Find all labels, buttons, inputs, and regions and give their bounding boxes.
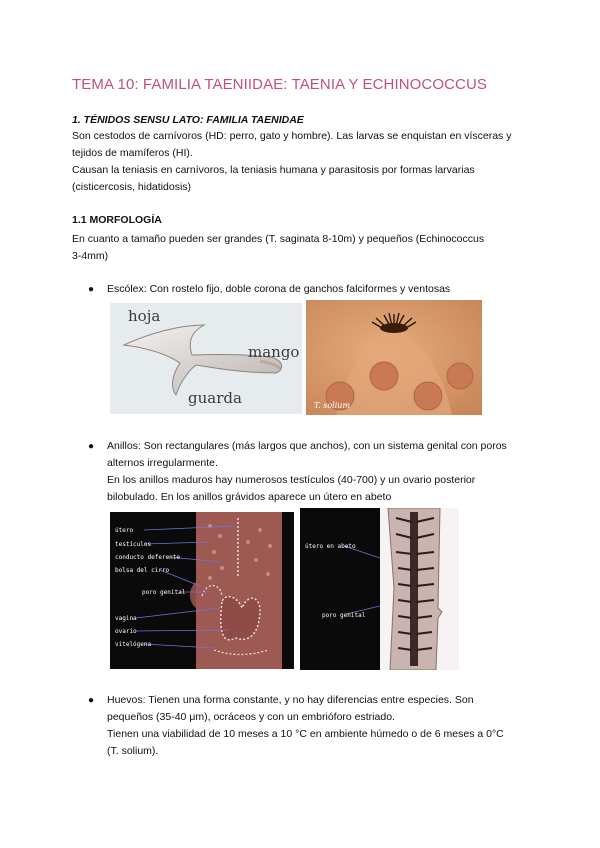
- bullet-icon: ●: [88, 284, 95, 295]
- gravid-proglottid-drawing: [380, 508, 459, 670]
- figure-label: vitelógena: [115, 641, 152, 648]
- figure-label: bolsa del cirro: [115, 567, 170, 574]
- figure-label: ovario: [115, 628, 137, 635]
- figure-label: conducto deferente: [115, 554, 181, 561]
- page-title: TEMA 10: FAMILIA TAENIIDAE: TAENIA Y ECHINOCOCCUS: [72, 76, 488, 93]
- section-1-paragraph: [72, 128, 532, 196]
- bullet-icon: ●: [88, 441, 95, 452]
- hook-label-blade: hoja: [128, 307, 161, 325]
- text-line: Escólex: Con rostelo fijo, doble corona de ganchos falciformes y ventosas: [107, 283, 451, 295]
- text-line: alternos irregularmente.: [107, 457, 218, 469]
- gravid-pointer-lines: [300, 508, 380, 670]
- text-line: 3-4mm): [72, 250, 109, 262]
- text-line: bilobulado. En los anillos grávidos aparece un útero en abeto: [107, 491, 392, 503]
- text-line: (T. solium).: [107, 745, 159, 757]
- figure-label: vagina: [115, 615, 137, 622]
- hook-label-handle: mango: [248, 343, 300, 361]
- section-1-1-heading: 1.1 MORFOLOGÍA: [72, 214, 162, 226]
- text-line: (cisticercosis, hidatidosis): [72, 181, 192, 193]
- figure-label: útero en abeto: [305, 543, 356, 550]
- text-line: En los anillos maduros hay numerosos testículos (40-700) y un ovario posterior: [107, 474, 476, 486]
- hook-figure: [110, 303, 302, 414]
- gravid-proglottid-figure: [380, 508, 459, 670]
- figure-label: poro genital: [322, 612, 366, 619]
- text-line: Son cestodos de carnívoros (HD: perro, gato y hombre). Las larvas se enquistan en vísceras y: [72, 130, 512, 142]
- figure-label: poro genital: [142, 589, 186, 596]
- section-1-heading: 1. TÉNIDOS SENSU LATO: FAMILIA TAENIDAE: [72, 114, 304, 126]
- hook-label-guard: guarda: [188, 389, 242, 407]
- section-1-1-paragraph: [72, 231, 532, 265]
- figure-label: testículos: [115, 541, 152, 548]
- text-line: pequeños (35-40 μm), ocráceos y con un embrióforo estriado.: [107, 711, 395, 723]
- text-line: Anillos: Son rectangulares (más largos que anchos), con un sistema genital con poros: [107, 440, 507, 452]
- bullet-icon: ●: [88, 695, 95, 706]
- text-line: Huevos: Tienen una forma constante, y no hay diferencias entre especies. Son: [107, 694, 474, 706]
- mature-proglottid-figure: [110, 512, 294, 669]
- text-line: En cuanto a tamaño pueden ser grandes (T. saginata 8-10m) y pequeños (Echinococcus: [72, 233, 485, 245]
- scolex-figure: [306, 300, 482, 415]
- scolex-caption: T. solium: [314, 401, 351, 410]
- figure-label: útero: [115, 527, 134, 534]
- text-line: Tienen una viabilidad de 10 meses a 10 °C en ambiente húmedo o de 6 meses a 0°C: [107, 728, 504, 740]
- scolex-drawing: [306, 300, 482, 415]
- text-line: Causan la teniasis en carnívoros, la teniasis humana y parasitosis por formas larvarias: [72, 164, 475, 176]
- gravid-label-panel: [300, 508, 380, 670]
- text-line: tejidos de mamíferos (HI).: [72, 147, 193, 159]
